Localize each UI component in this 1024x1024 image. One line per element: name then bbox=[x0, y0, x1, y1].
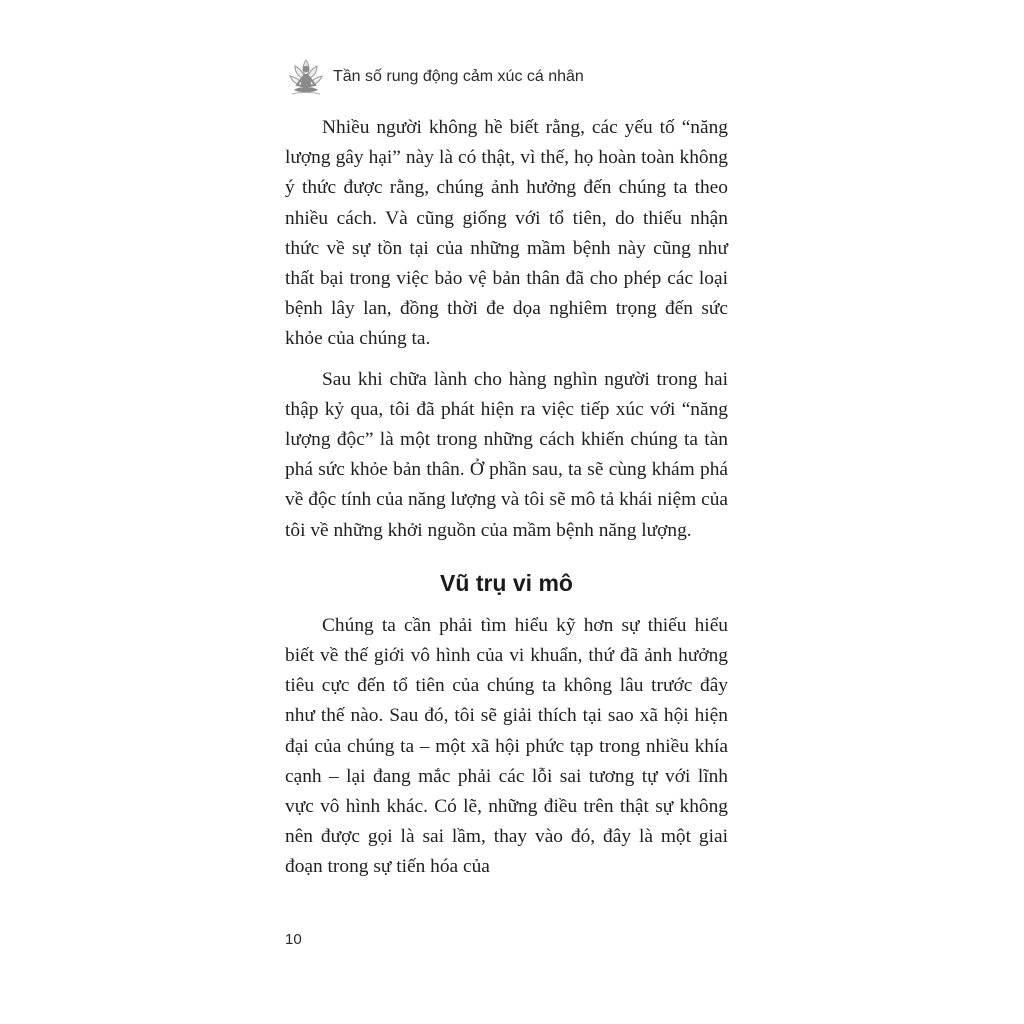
paragraph: Sau khi chữa lành cho hàng nghìn người trong hai thập kỷ qua, tôi đã phát hiện ra việc tiếp xúc với “năng lượng độc” là một trong những cách khiến chúng ta tàn phá sức khỏe bản thân. Ở phần sau, ta sẽ cùng khám phá về độc tính của năng lượng và tôi sẽ mô tả khái niệm của tôi về những khởi nguồn của mầm bệnh năng lượng. bbox=[285, 368, 728, 541]
body-text bbox=[285, 113, 728, 893]
meditation-figure-icon bbox=[287, 56, 325, 98]
paragraph: Nhiều người không hề biết rằng, các yếu tố “năng lượng gây hại” này là có thật, vì thế, họ hoàn toàn không ý thức được rằng, chúng ảnh hưởng đến chúng ta theo nhiều cách. Và cũng giống với tổ tiên, do thiếu nhận thức về sự tồn tại của những mầm bệnh này cũng như thất bại trong việc bảo vệ bản thân đã cho phép các loại bệnh lây lan, đồng thời đe dọa nghiêm trọng đến sức khỏe của chúng ta. bbox=[285, 117, 728, 350]
section-heading: Vũ trụ vi mô bbox=[440, 569, 573, 596]
paragraph: Chúng ta cần phải tìm hiểu kỹ hơn sự thiếu hiểu biết về thế giới vô hình của vi khuẩn, thứ đã ảnh hưởng tiêu cực đến tổ tiên của chúng ta không lâu trước đây như thế nào. Sau đó, tôi sẽ giải thích tại sao xã hội hiện đại của chúng ta – một xã hội phức tạp trong nhiều khía cạnh – lại đang mắc phải các lỗi sai tương tự với lĩnh vực vô hình khác. Có lẽ, những điều trên thật sự không nên được gọi là sai lầm, thay vào đó, đây là một giai đoạn trong sự tiến hóa của bbox=[285, 614, 728, 878]
running-header bbox=[287, 56, 584, 98]
page-number: 10 bbox=[285, 931, 302, 948]
running-header-title: Tần số rung động cảm xúc cá nhân bbox=[333, 68, 584, 85]
